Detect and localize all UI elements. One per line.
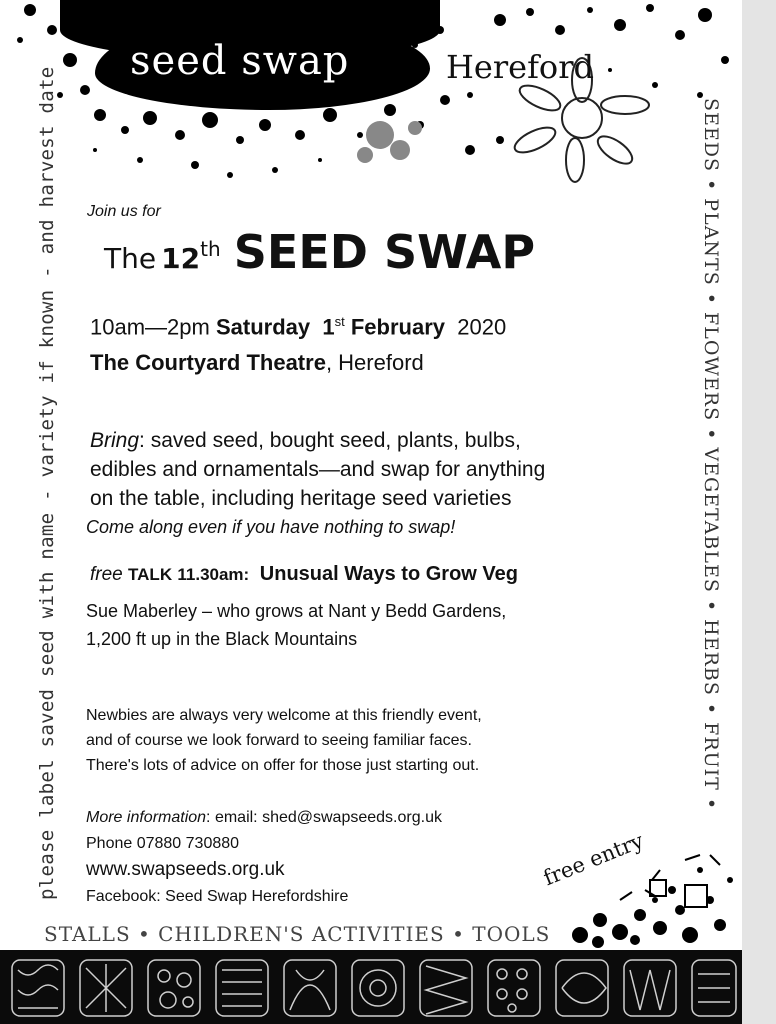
talk-title: Unusual Ways to Grow Veg [259,563,518,585]
seed-cluster-decoration [560,840,742,955]
headline-event-name: SEED SWAP [233,225,536,279]
event-venue [90,350,424,376]
newbies-line-2: and of course we look forward to seeing familiar faces. [86,732,472,749]
intro-text: Join us for [87,203,161,220]
event-date-ordinal: st [334,314,345,329]
bottom-strip-text: STALLS • CHILDREN'S ACTIVITIES • TOOLS [44,922,551,946]
event-month: February [350,314,446,340]
venue-name: The Courtyard Theatre [90,350,326,375]
talk-speaker [86,597,506,653]
info-phone: Phone 07880 730880 [86,835,240,852]
speaker-line-2: 1,200 ft up in the Black Mountains [86,629,358,649]
bring-label: Bring [90,429,140,452]
headline-the: The [104,242,157,275]
contact-info [86,805,442,910]
talk-heading [90,563,518,586]
side-text-left: please label saved seed with name - variety if known - and harvest date [36,66,58,900]
talk-free: free [90,564,123,585]
event-headline [104,225,535,279]
talk-label: TALK [128,565,173,584]
info-label: More information [86,809,207,826]
newbies-line-3: There's lots of advice on offer for those just starting out. [86,757,480,774]
speaker-line-1: Sue Maberley – who grows at Nant y Bedd Gardens, [86,601,507,621]
logo-title: seed swap [130,38,350,84]
newbies-line-1: Newbies are always very welcome at this friendly event, [86,707,482,724]
bring-line-1: : saved seed, bought seed, plants, bulbs, [139,429,521,452]
info-facebook: Facebook: Seed Swap Herefordshire [86,888,349,905]
side-text-right: SEEDS • PLANTS • FLOWERS • VEGETABLES • HERBS • FRUIT • [700,98,722,811]
info-email[interactable]: : email: shed@swapseeds.org.uk [206,809,442,826]
page-edge-shade [742,0,776,1024]
come-along-text: Come along even if you have nothing to swap! [86,517,456,537]
venue-town: , Hereford [325,350,424,375]
bring-line-3: on the table, including heritage seed varieties [90,487,512,510]
event-day: Saturday [215,314,311,340]
headline-ordinal: th [200,236,221,261]
info-website[interactable]: www.swapseeds.org.uk [86,859,285,880]
talk-time: 11.30am: [177,565,250,584]
newbies-paragraph [86,703,482,778]
event-year: 2020 [457,314,507,340]
free-entry-badge: free entry [540,828,647,891]
headline-number: 12 [161,242,201,275]
event-datetime [90,314,506,340]
bring-paragraph [90,426,545,513]
bottom-pattern-tiles [0,950,742,1024]
logo-location: Hereford [446,48,594,86]
event-date-number: 1 [322,314,335,340]
event-time: 10am—2pm [90,314,210,340]
bring-line-2: edibles and ornamentals—and swap for anything [90,458,546,481]
